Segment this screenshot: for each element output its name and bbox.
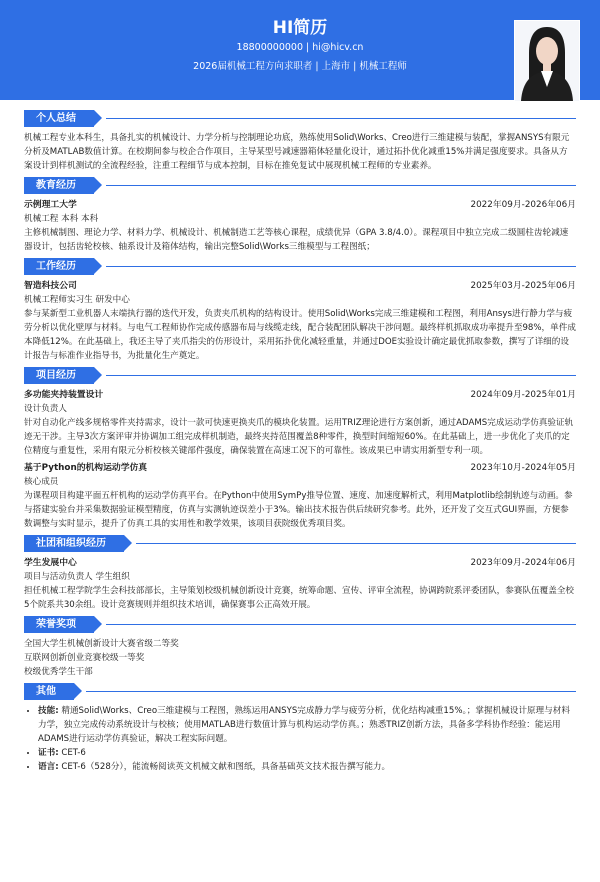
entry-desc: 主修机械制图、理论力学、材料力学、机械设计、机械制造工艺等核心课程，成绩优异（GPA 3.8/4.0）。课程项目中独立完成二级圆柱齿轮减速器设计，包括齿轮校核、轴系设计及箱体结构，输出完整Solid\Works三维模型与工程图纸； [24, 228, 569, 252]
entry-desc: 为课程项目构建平面五杆机构的运动学仿真平台。在Python中使用SymPy推导位置、速度、加速度解析式，利用Matplotlib绘制轨迹与动画。参与搭建实验台并采集数据验证模型精度，仿真与实测轨迹误差小于3%。输出技术报告供后续研究参考。此外，还开发了交互式GUI界面，方便参数调整与实时显示，提升了仿真工具的实用性和教学效果，该项目获院级优秀项目奖。 [24, 491, 573, 529]
section-title: 教育经历 [24, 177, 94, 194]
other-list [24, 704, 576, 774]
other-text: CET-6（528分），能流畅阅读英文机械文献和图纸，具备基础英文技术报告撰写能力。 [61, 762, 391, 772]
award-item: 校级优秀学生干部 [24, 667, 93, 677]
social-section [24, 535, 576, 612]
section-title: 荣誉奖项 [24, 616, 94, 633]
entry-org: 示例理工大学 [24, 200, 77, 210]
project-entry [24, 461, 576, 531]
section-title: 社团和组织经历 [24, 535, 124, 552]
entry-org: 智造科技公司 [24, 281, 77, 291]
section-divider [106, 185, 576, 186]
other-section [24, 683, 576, 774]
awards-section [24, 616, 576, 679]
section-divider [106, 375, 576, 376]
other-text: 精通Solid\Works、Creo三维建模与工程图，熟练运用ANSYS完成静力学与疲劳分析，优化结构减重15%。；掌握机械设计原理与材料力学，独立完成传动系统设计与校核；使用MATLAB进行数值计算与机构运动学仿真。；熟悉TRIZ创新方法，具备多学科协作经验：能运用ADAMS进行运动学仿真验证，解决工程实际问题。 [38, 706, 570, 744]
award-item: 互联网创新创业竞赛校级一等奖 [24, 653, 145, 663]
section-title: 项目经历 [24, 367, 94, 384]
profile-photo [514, 20, 580, 102]
projects-section [24, 367, 576, 531]
entry-desc: 针对自动化产线多规格零件夹持需求，设计一款可快速更换夹爪的模块化装置。运用TRIZ理论进行方案创新，通过ADAMS完成运动学仿真验证轨迹无干涉。主导3次方案评审并协调加工组完成样机制造，最终夹持范围覆盖8种零件，换型时间缩短60%。在此基础上，进一步优化了夹爪的定位精度与重复性，采用有限元分析校核关键部件强度，确保装置在高速工况下的可靠性。该成果已申请实用新型专利一项。 [24, 418, 574, 456]
entry-date: 2025年03月-2025年06月 [470, 281, 576, 291]
summary-text: 机械工程专业本科生，具备扎实的机械设计、力学分析与控制理论功底，熟练使用Solid\Works、Creo进行三维建模与装配，掌握ANSYS有限元分析及MATLAB数值计算。在校期间参与校企合作项目，主导某型号减速器箱体轻量化设计，通过拓扑优化减重15%并满足强度要求。具备从方案设计到样机测试的全流程经验，注重工程细节与成本控制，目标在推免复试中展现机械工程师的专业素养。 [24, 133, 570, 171]
other-text: CET-6 [61, 748, 86, 758]
resume-header [0, 0, 600, 100]
section-divider [106, 118, 576, 119]
other-label: 证书: [38, 748, 59, 758]
section-divider [106, 266, 576, 267]
section-title: 个人总结 [24, 110, 94, 127]
entry-sub: 机械工程 本科 本科 [24, 214, 99, 224]
education-section [24, 177, 576, 254]
section-title: 其他 [24, 683, 74, 700]
entry-date: 2024年09月-2025年01月 [470, 390, 576, 400]
section-divider [106, 624, 576, 625]
entry-org: 多功能夹持装置设计 [24, 390, 104, 400]
project-entry [24, 388, 576, 458]
entry-sub: 机械工程师实习生 研发中心 [24, 295, 130, 305]
other-label: 语言: [38, 762, 59, 772]
award-item: 全国大学生机械创新设计大赛省级二等奖 [24, 639, 179, 649]
other-label: 技能: [38, 706, 59, 716]
entry-desc: 参与某新型工业机器人末端执行器的迭代开发，负责夹爪机构的结构设计。使用Solid\Works完成三维建模和工程图，利用Ansys进行静力学与疲劳分析以优化壁厚与材料。与电气工程师协作完成传感器布局与线缆走线，配合装配团队解决干涉问题。最终样机抓取成功率提升至98%，单件成本降低12%。在此基础上，我还主导了夹爪指尖的仿形设计，采用拓扑优化减轻重量，并通过DOE实验设计确定最优抓取参数，撰写了详细的设计报告与标准作业指导书，为批量化生产奠定。 [24, 309, 576, 361]
education-entry [24, 198, 576, 254]
other-item [38, 704, 576, 746]
summary-section [24, 110, 576, 173]
section-divider [86, 691, 576, 692]
resume-name: HI简历 [272, 18, 328, 38]
social-entry [24, 556, 576, 612]
entry-date: 2023年10月-2024年05月 [470, 463, 576, 473]
entry-desc: 担任机械工程学院学生会科技部部长，主导策划校级机械创新设计竞赛，统筹命题、宣传、评审全流程，协调跨院系评委团队，参赛队伍覆盖全校5个院系共30余组。设计竞赛规则并组织技术培训，确保赛事公正高效开展。 [24, 586, 575, 610]
entry-org: 学生发展中心 [24, 558, 77, 568]
other-item [38, 746, 576, 760]
job-intent: 2026届机械工程方向求职者 | 上海市 | 机械工程师 [193, 61, 407, 72]
entry-date: 2022年09月-2026年06月 [470, 200, 576, 210]
section-divider [136, 543, 576, 544]
entry-sub: 设计负责人 [24, 404, 67, 414]
entry-sub: 核心成员 [24, 477, 59, 487]
section-title: 工作经历 [24, 258, 94, 275]
work-entry [24, 279, 576, 363]
entry-date: 2023年09月-2024年06月 [470, 558, 576, 568]
entry-sub: 项目与活动负责人 学生组织 [24, 572, 130, 582]
other-item [38, 760, 576, 774]
entry-org: 基于Python的机构运动学仿真 [24, 463, 148, 473]
work-section [24, 258, 576, 363]
contact-info: 18800000000 | hi@hicv.cn [236, 42, 364, 53]
